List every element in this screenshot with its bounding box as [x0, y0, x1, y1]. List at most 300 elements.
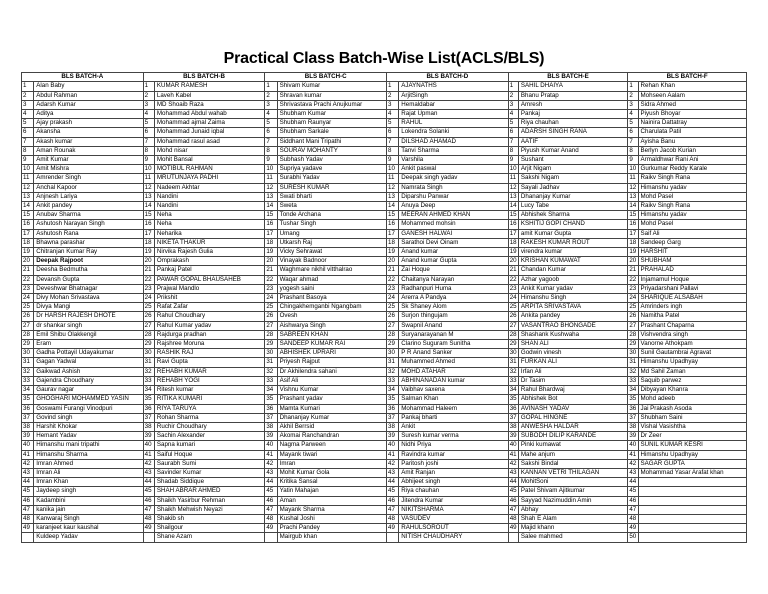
- serial-number-cell: 21: [143, 266, 154, 275]
- serial-number-cell: 19: [387, 248, 399, 257]
- serial-number-cell: 13: [22, 192, 34, 201]
- table-row: [22, 514, 747, 523]
- serial-number-cell: 32: [143, 367, 154, 376]
- serial-number-cell: 26: [629, 312, 637, 320]
- student-name-cell: Ruchir Choudhary: [154, 422, 264, 431]
- serial-number-cell: 10: [387, 165, 399, 174]
- student-name-cell: Akansha: [34, 128, 143, 137]
- serial-number-cell: 40: [143, 441, 154, 450]
- serial-number-cell: 35: [509, 395, 517, 403]
- student-name-cell: Prachi Pandey: [277, 524, 386, 533]
- student-name-cell: Abhishek Bot: [518, 395, 627, 404]
- student-name-cell: Sarathoi Devi Oinam: [399, 238, 508, 247]
- serial-number-cell: 25: [143, 303, 154, 312]
- student-name-cell: Shane Azam: [154, 533, 264, 542]
- serial-number-cell: 6: [265, 128, 277, 137]
- serial-number-cell: 37: [387, 413, 399, 422]
- student-name-cell: Nirvika Rajesh Gulia: [154, 248, 264, 257]
- serial-number-cell: 40: [265, 441, 277, 450]
- student-name-cell: Kritika Sansal: [277, 478, 386, 487]
- table-row: [22, 192, 747, 201]
- student-name-cell: ARPITA SRIVASTAVA: [518, 303, 627, 312]
- student-name-cell: Chandan Kumar: [518, 266, 627, 275]
- table-row: [22, 100, 747, 109]
- student-name-cell: Deepak singh yadav: [399, 174, 508, 183]
- serial-number-cell: 16: [629, 220, 637, 228]
- student-name-cell: Nidhi Priya: [399, 441, 508, 450]
- student-name-cell: Kushal Joshi: [277, 514, 386, 523]
- serial-number-cell: 34: [387, 386, 399, 395]
- serial-number-cell: 24: [387, 294, 399, 303]
- student-name-cell: Chingakhemganbi Ngangbam: [277, 303, 386, 312]
- student-name-cell: Himanshu mani tripathi: [34, 441, 143, 450]
- serial-number-cell: 47: [387, 505, 399, 514]
- student-name-cell: Imran Ali: [34, 468, 143, 477]
- serial-number-cell: 14: [509, 202, 517, 210]
- student-name-cell: Ankita pandey: [518, 312, 627, 321]
- student-name-cell: Gagan Yadwal: [34, 358, 143, 367]
- student-name-cell: Gajendra Choudhary: [34, 376, 143, 385]
- serial-number-cell: 41: [509, 450, 517, 458]
- student-name-cell: Imran Khan: [34, 478, 143, 487]
- serial-number-cell: 34: [22, 386, 34, 395]
- student-name-cell: Prajwal Mandlo: [154, 284, 264, 293]
- student-name-cell: RAHUL: [399, 119, 508, 128]
- serial-number-cell: 30: [22, 349, 34, 358]
- serial-number-cell: 22: [143, 275, 154, 284]
- table-row: [22, 376, 747, 385]
- serial-number-cell: 33: [143, 376, 154, 385]
- serial-number-cell: 49: [509, 524, 517, 532]
- table-row: [22, 284, 747, 293]
- student-name-cell: Mohd Pasel: [638, 192, 746, 201]
- serial-number-cell: 46: [265, 496, 277, 505]
- table-row: [22, 533, 747, 542]
- student-name-cell: KSHITIJ GOPI CHAND: [518, 220, 627, 229]
- table-row: [22, 238, 747, 247]
- serial-number-cell: 48: [265, 514, 277, 523]
- student-name-cell: Berlyn Jacob Kurian: [638, 146, 746, 155]
- serial-number-cell: 9: [143, 156, 154, 165]
- serial-number-cell: 5: [628, 119, 638, 128]
- student-name-cell: Radhanpuri Huma: [399, 284, 508, 293]
- serial-number-cell: 18: [143, 238, 154, 247]
- serial-number-cell: 43: [22, 468, 34, 477]
- serial-number-cell: 23: [265, 284, 277, 293]
- serial-number-cell: 37: [143, 413, 154, 422]
- table-row: [22, 211, 747, 220]
- student-name-cell: KRISHAN KUMAWAT: [518, 257, 627, 266]
- table-row: [22, 202, 747, 211]
- student-name-cell: Amit Kumar: [34, 156, 143, 165]
- serial-number-cell: 18: [387, 238, 399, 247]
- student-name-cell: Shaikh Yasirbur Rehman: [154, 496, 264, 505]
- student-name-cell: PRAHALAD: [638, 266, 746, 275]
- table-row: [22, 330, 747, 339]
- serial-number-cell: 32: [22, 367, 34, 376]
- student-name-cell: Harshit Khokar: [34, 422, 143, 431]
- student-name-cell: Shubham Sarkale: [277, 128, 386, 137]
- serial-number-cell: 12: [22, 183, 34, 192]
- student-name-cell: Abhay: [518, 505, 627, 514]
- serial-number-cell: 41: [22, 450, 34, 459]
- student-name-cell: Rahul Choudhary: [154, 312, 264, 321]
- serial-number-cell: 24: [509, 294, 517, 302]
- serial-number-cell: 35: [265, 395, 277, 404]
- serial-number-cell: 34: [629, 386, 637, 394]
- serial-number-cell: 2: [143, 91, 154, 100]
- student-name-cell: Himanshu Singh: [518, 294, 627, 303]
- student-name-cell: P R Anand Sanker: [399, 349, 508, 358]
- serial-number-cell: 33: [387, 376, 399, 385]
- serial-number-cell: 41: [143, 450, 154, 459]
- serial-number-cell: 27: [265, 321, 277, 330]
- serial-number-cell: 42: [143, 459, 154, 468]
- serial-number-cell: 13: [387, 192, 399, 201]
- student-name-cell: Abhishek Sharma: [518, 211, 627, 220]
- serial-number-cell: 18: [22, 238, 34, 247]
- student-name-cell: Tanvi Sharma: [399, 146, 508, 155]
- serial-number-cell: 18: [265, 238, 277, 247]
- student-name-cell: Imran: [277, 459, 386, 468]
- serial-number-cell: 2: [22, 91, 34, 100]
- student-name-cell: Ashutosh Rana: [34, 229, 143, 238]
- serial-number-cell: [387, 533, 399, 542]
- serial-number-cell: 25: [387, 303, 399, 312]
- student-name-cell: Rehan Khan: [638, 82, 746, 91]
- student-name-cell: SAHIL DHAIYA: [518, 82, 627, 91]
- serial-number-cell: 28: [265, 330, 277, 339]
- student-name-cell: Amit Ranjan: [399, 468, 508, 477]
- student-name-cell: Adarsh Kumar: [34, 100, 143, 109]
- student-name-cell: NIKETA THAKUR: [154, 238, 264, 247]
- serial-number-cell: 25: [22, 303, 34, 312]
- serial-number-cell: 10: [629, 165, 637, 173]
- student-name-cell: SHUBHAM: [638, 257, 746, 266]
- student-name-cell: Vaibhav saxena: [399, 386, 508, 395]
- student-name-cell: Mohd adeeb: [638, 395, 746, 404]
- table-row: [22, 478, 747, 487]
- student-name-cell: Omprakash: [154, 257, 264, 266]
- serial-number-cell: 3: [628, 100, 638, 109]
- student-name-cell: Mahe anjum: [518, 450, 627, 459]
- student-name-cell: Mohit Kumar Gola: [277, 468, 386, 477]
- serial-number-cell: 30: [629, 349, 637, 357]
- serial-number-cell: 35: [387, 395, 399, 404]
- serial-number-cell: 10: [509, 165, 517, 173]
- student-name-cell: Alan Baby: [34, 82, 143, 91]
- serial-number-cell: 28: [22, 330, 34, 339]
- student-name-cell: SANDEEP KUMAR RAI: [277, 340, 386, 349]
- serial-number-cell: 17: [265, 229, 277, 238]
- serial-number-cell: 15: [143, 211, 154, 220]
- student-name-cell: Himanshu Sharma: [34, 450, 143, 459]
- student-name-cell: Arerra A Pandya: [399, 294, 508, 303]
- serial-number-cell: 6: [508, 128, 518, 137]
- serial-number-cell: 16: [265, 220, 277, 229]
- page-title: Practical Class Batch-Wise List(ACLS/BLS): [223, 50, 545, 67]
- student-name-cell: Arjit Nigam: [518, 165, 627, 174]
- table-row: [22, 174, 747, 183]
- student-name-cell: REHABH KUMAR: [154, 367, 264, 376]
- student-name-cell: Md Sahil Zaman: [638, 367, 746, 376]
- serial-number-cell: 8: [265, 146, 277, 155]
- serial-number-cell: 37: [509, 413, 517, 421]
- student-name-cell: Yatin Mahajan: [277, 487, 386, 496]
- student-name-cell: Clarino Suguram Sunitha: [399, 340, 508, 349]
- serial-number-cell: 45: [22, 487, 34, 496]
- serial-number-cell: 5: [265, 119, 277, 128]
- serial-number-cell: 14: [143, 202, 154, 211]
- serial-number-cell: 9: [508, 156, 518, 165]
- serial-number-cell: 34: [143, 386, 154, 395]
- table-row: [22, 487, 747, 496]
- serial-number-cell: 23: [143, 284, 154, 293]
- student-name-cell: Salman Khan: [399, 395, 508, 404]
- serial-number-cell: 43: [143, 468, 154, 477]
- serial-number-cell: 16: [22, 220, 34, 229]
- student-name-cell: Abdul Rahman: [34, 91, 143, 100]
- student-name-cell: ADARSH SINGH RANA: [518, 128, 627, 137]
- student-name-cell: Mohammad Yasar Arafat khan: [638, 468, 746, 477]
- student-name-cell: Ayisha Banu: [638, 137, 746, 146]
- student-name-cell: SUNIL KUMAR KESRI: [638, 441, 746, 450]
- student-name-cell: Jaydeep singh: [34, 487, 143, 496]
- student-name-cell: Dr Zeer: [638, 432, 746, 441]
- serial-number-cell: 29: [143, 340, 154, 349]
- student-name-cell: Swati bharti: [277, 192, 386, 201]
- student-name-cell: VASUDEV: [399, 514, 508, 523]
- student-name-cell: Pankaj bharti: [399, 413, 508, 422]
- student-name-cell: Akhil Berrsid: [277, 422, 386, 431]
- student-name-cell: Jitendra Kumar: [399, 496, 508, 505]
- serial-number-cell: 48: [387, 514, 399, 523]
- student-name-cell: Prikshit: [154, 294, 264, 303]
- student-name-cell: FURKAN ALI: [518, 358, 627, 367]
- student-name-cell: SHARIQUE ALSABAH: [638, 294, 746, 303]
- serial-number-cell: 11: [508, 174, 518, 183]
- serial-number-cell: 47: [143, 505, 154, 514]
- serial-number-cell: 27: [387, 321, 399, 330]
- serial-number-cell: 44: [22, 478, 34, 487]
- serial-number-cell: 6: [143, 128, 154, 137]
- student-name-cell: Ajay prakash: [34, 119, 143, 128]
- student-name-cell: Aditya: [34, 110, 143, 119]
- student-name-cell: Shailgour: [154, 524, 264, 533]
- serial-number-cell: 9: [22, 156, 34, 165]
- serial-number-cell: 27: [22, 321, 34, 330]
- serial-number-cell: 18: [629, 238, 637, 246]
- serial-number-cell: 42: [387, 459, 399, 468]
- table-row: [22, 137, 747, 146]
- serial-number-cell: 47: [265, 505, 277, 514]
- serial-number-cell: 4: [387, 110, 399, 119]
- serial-number-cell: 39: [629, 432, 637, 440]
- student-name-cell: Shakib sh: [154, 514, 264, 523]
- serial-number-cell: 39: [265, 432, 277, 441]
- serial-number-cell: 2: [265, 91, 277, 100]
- serial-number-cell: 11: [143, 174, 154, 183]
- student-name-cell: Pankaj: [518, 110, 627, 119]
- student-name-cell: Anchal Kapoor: [34, 183, 143, 192]
- student-name-cell: SOURAV MOHANTY: [277, 146, 386, 155]
- serial-number-cell: 22: [387, 275, 399, 284]
- serial-number-cell: 7: [628, 137, 638, 146]
- student-name-cell: [638, 487, 746, 496]
- serial-number-cell: 2: [508, 91, 518, 100]
- serial-number-cell: 49: [143, 524, 154, 533]
- serial-number-cell: 38: [265, 422, 277, 431]
- student-name-cell: Hemaldabar: [399, 100, 508, 109]
- serial-number-cell: 6: [628, 128, 638, 137]
- student-name-cell: Amrender Singh: [34, 174, 143, 183]
- table-row: [22, 386, 747, 395]
- serial-number-cell: 37: [265, 413, 277, 422]
- student-name-cell: RIYA TARUYA: [154, 404, 264, 413]
- student-name-cell: RAHULSOROUT: [399, 524, 508, 533]
- student-name-cell: Saurabh Sumi: [154, 459, 264, 468]
- student-name-cell: REHABH YOGI: [154, 376, 264, 385]
- student-name-cell: Ankit Kumar yadav: [518, 284, 627, 293]
- serial-number-cell: 35: [22, 395, 34, 404]
- serial-number-cell: 15: [387, 211, 399, 220]
- serial-number-cell: 3: [265, 100, 277, 109]
- student-name-cell: NITISH CHAUDHARY: [399, 533, 508, 542]
- student-name-cell: Himanshu yadav: [638, 183, 746, 192]
- student-name-cell: kanika jain: [34, 505, 143, 514]
- student-name-cell: Saiful Hoque: [154, 450, 264, 459]
- student-name-cell: Hemant Yadav: [34, 432, 143, 441]
- student-name-cell: Waqar ahmad: [277, 275, 386, 284]
- serial-number-cell: 42: [629, 459, 637, 467]
- student-name-cell: Pinki kumawat: [518, 441, 627, 450]
- student-name-cell: Ankit: [399, 422, 508, 431]
- student-name-cell: Namrata Singh: [399, 183, 508, 192]
- serial-number-cell: 43: [265, 468, 277, 477]
- student-name-cell: Amit Mishra: [34, 165, 143, 174]
- table-row: [22, 220, 747, 229]
- serial-number-cell: 20: [509, 257, 517, 265]
- serial-number-cell: 12: [629, 183, 637, 191]
- serial-number-cell: 46: [509, 496, 517, 504]
- serial-number-cell: 46: [387, 496, 399, 505]
- student-name-cell: Nainira Dattatray: [638, 119, 746, 128]
- table-row: [22, 91, 747, 100]
- serial-number-cell: 10: [265, 165, 277, 174]
- batch-header: BLS BATCH-C: [265, 73, 387, 82]
- table-row: [22, 82, 747, 91]
- student-name-cell: SURESH KUMAR: [277, 183, 386, 192]
- serial-number-cell: 44: [387, 478, 399, 487]
- student-name-cell: AVINASH YADAV: [518, 404, 627, 413]
- serial-number-cell: 16: [509, 220, 517, 228]
- student-name-cell: Kadambini: [34, 496, 143, 505]
- student-name-cell: Saquib parwez: [638, 376, 746, 385]
- serial-number-cell: 31: [509, 358, 517, 366]
- table-row: [22, 294, 747, 303]
- student-name-cell: Abhijeet singh: [399, 478, 508, 487]
- serial-number-cell: 35: [629, 395, 637, 403]
- serial-number-cell: 8: [628, 146, 638, 155]
- student-name-cell: yogesh saini: [277, 284, 386, 293]
- student-name-cell: Himanshu Upadhyay: [638, 450, 746, 459]
- student-name-cell: Shivam Kumar: [277, 82, 386, 91]
- student-name-cell: RASHIK RAJ: [154, 349, 264, 358]
- serial-number-cell: 36: [387, 404, 399, 413]
- student-name-cell: Gaikwad Ashish: [34, 367, 143, 376]
- student-name-cell: Ovesh: [277, 312, 386, 321]
- serial-number-cell: 45: [509, 487, 517, 495]
- student-name-cell: RAKESH KUMAR ROUT: [518, 238, 627, 247]
- student-name-cell: Vinayak Badnoor: [277, 257, 386, 266]
- serial-number-cell: 8: [22, 146, 34, 155]
- serial-number-cell: [265, 533, 277, 542]
- serial-number-cell: 12: [387, 183, 399, 192]
- student-name-cell: Vanorne Athokpam: [638, 340, 746, 349]
- serial-number-cell: 48: [143, 514, 154, 523]
- serial-number-cell: 19: [22, 248, 34, 257]
- table-row: [22, 165, 747, 174]
- batch-header: BLS BATCH-F: [628, 73, 747, 82]
- student-name-cell: Bhawna parashar: [34, 238, 143, 247]
- serial-number-cell: 14: [629, 202, 637, 210]
- student-name-cell: Dr Tasim: [518, 376, 627, 385]
- student-name-cell: AATIF: [518, 137, 627, 146]
- student-name-cell: Deveshwar Bhatnagar: [34, 284, 143, 293]
- table-row: [22, 110, 747, 119]
- student-name-cell: MOHD ATAHAR: [399, 367, 508, 376]
- serial-number-cell: 32: [387, 367, 399, 376]
- student-name-cell: Muhammed Ahmed: [399, 358, 508, 367]
- serial-number-cell: 30: [265, 349, 277, 358]
- serial-number-cell: 39: [387, 432, 399, 441]
- student-name-cell: Imran Ahmed: [34, 459, 143, 468]
- student-name-cell: Vishvendra singh: [638, 330, 746, 339]
- serial-number-cell: 29: [22, 340, 34, 349]
- student-name-cell: amit Kumar Gupta: [518, 229, 627, 238]
- table-row: [22, 404, 747, 413]
- student-name-cell: ABHISHEK UPRARI: [277, 349, 386, 358]
- serial-number-cell: 6: [387, 128, 399, 137]
- student-name-cell: Sayyad Nazimuddin Amin: [518, 496, 627, 505]
- serial-number-cell: 34: [509, 386, 517, 394]
- serial-number-cell: 23: [629, 284, 637, 292]
- table-row: [22, 367, 747, 376]
- student-name-cell: SABREEN KHAN: [277, 330, 386, 339]
- student-name-cell: Himanshu yadav: [638, 211, 746, 220]
- student-name-cell: Sachin Alexander: [154, 432, 264, 441]
- student-name-cell: Eram: [34, 340, 143, 349]
- serial-number-cell: 7: [143, 137, 154, 146]
- student-name-cell: Mamta Kumari: [277, 404, 386, 413]
- student-name-cell: Divy Mohan Srivastava: [34, 294, 143, 303]
- student-name-cell: Anuya Deep: [399, 202, 508, 211]
- student-name-cell: Irfan Ali: [518, 367, 627, 376]
- serial-number-cell: [143, 533, 154, 542]
- student-name-cell: Vishnu Kumar: [277, 386, 386, 395]
- serial-number-cell: 8: [387, 146, 399, 155]
- serial-number-cell: 20: [143, 257, 154, 266]
- serial-number-cell: 29: [265, 340, 277, 349]
- student-name-cell: Ashutosh Narayan Singh: [34, 220, 143, 229]
- student-name-cell: Sakshi Nigam: [518, 174, 627, 183]
- student-name-cell: MRUTUNJAYA PADHI: [154, 174, 264, 183]
- serial-number-cell: 17: [387, 229, 399, 238]
- student-name-cell: Surabhi Yadav: [277, 174, 386, 183]
- student-name-cell: Aman: [277, 496, 386, 505]
- serial-number-cell: 4: [22, 110, 34, 119]
- student-name-cell: Shah E Alam: [518, 514, 627, 523]
